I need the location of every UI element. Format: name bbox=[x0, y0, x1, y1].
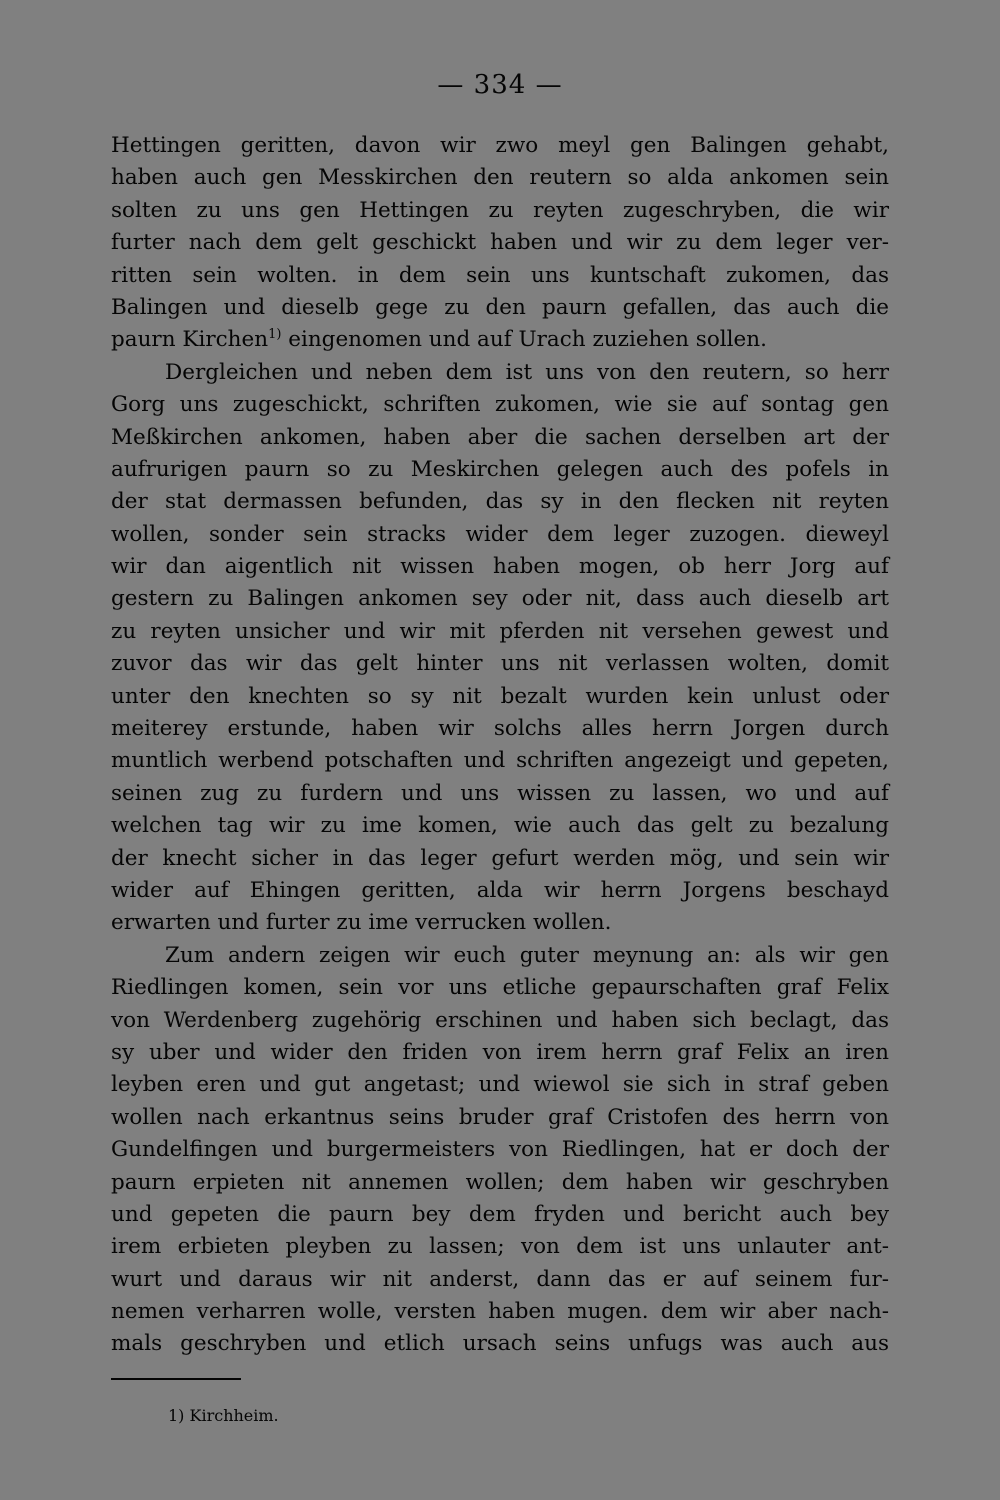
text-line-with-footnote bbox=[111, 324, 889, 356]
text-line: leyben eren und gut angetast; und wiewol sie sich in straf geben bbox=[111, 1072, 889, 1098]
text-line: solten zu uns gen Hettingen zu reyten zugeschryben, die wir bbox=[111, 197, 889, 223]
footnote-separator bbox=[111, 1378, 241, 1380]
text-line: zu reyten unsicher und wir mit pferden nit versehen gewest und bbox=[111, 618, 889, 644]
footnote-marker: 1) bbox=[268, 327, 282, 343]
text-line: mals geschryben und etlich ursach seins unfugs was auch aus bbox=[111, 1331, 889, 1357]
text-line: welchen tag wir zu ime komen, wie auch das gelt zu bezalung bbox=[111, 813, 889, 839]
text-line: Balingen und dieselb gege zu den paurn gefallen, das auch die bbox=[111, 294, 889, 320]
text-line: furter nach dem gelt geschickt haben und wir zu dem leger ver- bbox=[111, 230, 889, 256]
text-line: paurn erpieten nit annemen wollen; dem haben wir geschryben bbox=[111, 1169, 889, 1195]
text-line: unter den knechten so sy nit bezalt wurden kein unlust oder bbox=[111, 683, 889, 709]
text-line: der stat dermassen befunden, das sy in den flecken nit reyten bbox=[111, 489, 889, 515]
text-line: Meßkirchen ankomen, haben aber die sachen derselben art der bbox=[111, 424, 889, 450]
text-line: wider auf Ehingen geritten, alda wir herrn Jorgens beschayd bbox=[111, 877, 889, 903]
text-line: sy uber und wider den friden von irem herrn graf Felix an iren bbox=[111, 1039, 889, 1065]
text-line: Gundelfingen und burgermeisters von Riedlingen, hat er doch der bbox=[111, 1137, 889, 1163]
text-line: irem erbieten pleyben zu lassen; von dem ist uns unlauter ant- bbox=[111, 1234, 889, 1260]
text-line: wir dan aigentlich nit wissen haben mogen, ob herr Jorg auf bbox=[111, 554, 889, 580]
text-line: zuvor das wir das gelt hinter uns nit verlassen wolten, domit bbox=[111, 651, 889, 677]
text-line: haben auch gen Messkirchen den reutern so alda ankomen sein bbox=[111, 165, 889, 191]
page-number: — 334 — bbox=[437, 70, 563, 100]
text-line: der knecht sicher in das leger gefurt werden mög, und sein wir bbox=[111, 845, 889, 871]
text-line: nemen verharren wolle, versten haben mugen. dem wir aber nach- bbox=[111, 1299, 889, 1325]
text-fragment: paurn Kirchen bbox=[111, 327, 269, 353]
text-line: wollen, sonder sein stracks wider dem leger zuzogen. dieweyl bbox=[111, 521, 889, 547]
paragraph-start-line: Dergleichen und neben dem ist uns von den reutern, so herr bbox=[165, 359, 889, 385]
text-line: muntlich werbend potschaften und schriften angezeigt und gepeten, bbox=[111, 748, 889, 774]
text-line: Riedlingen komen, sein vor uns etliche gepaurschaften graf Felix bbox=[111, 975, 889, 1001]
text-line: aufrurigen paurn so zu Meskirchen gelegen auch des pofels in bbox=[111, 456, 889, 482]
text-line: und gepeten die paurn bey dem fryden und bericht auch bey bbox=[111, 1201, 889, 1227]
text-line: Gorg uns zugeschickt, schriften zukomen, wie sie auf sontag gen bbox=[111, 392, 889, 418]
footnote: 1) Kirchheim. bbox=[168, 1406, 279, 1425]
text-line: wurt und daraus wir nit anderst, dann das er auf seinem fur- bbox=[111, 1266, 889, 1292]
text-line: seinen zug zu furdern und uns wissen zu lassen, wo und auf bbox=[111, 780, 889, 806]
text-line: von Werdenberg zugehörig erschinen und haben sich beclagt, das bbox=[111, 1007, 889, 1033]
text-line: Hettingen geritten, davon wir zwo meyl gen Balingen gehabt, bbox=[111, 133, 889, 158]
text-line: ritten sein wolten. in dem sein uns kuntschaft zukomen, das bbox=[111, 262, 889, 288]
text-line: meiterey erstunde, haben wir solchs alles herrn Jorgen durch bbox=[111, 716, 889, 742]
text-fragment: eingenomen und auf Urach zuziehen sollen. bbox=[281, 327, 767, 353]
paragraph-start-line: Zum andern zeigen wir euch guter meynung an: als wir gen bbox=[165, 942, 889, 968]
text-line: erwarten und furter zu ime verrucken wollen. bbox=[111, 910, 612, 936]
text-line: gestern zu Balingen ankomen sey oder nit, dass auch dieselb art bbox=[111, 586, 889, 612]
text-line: wollen nach erkantnus seins bruder graf Cristofen des herrn von bbox=[111, 1104, 889, 1130]
body-text bbox=[111, 130, 889, 1361]
